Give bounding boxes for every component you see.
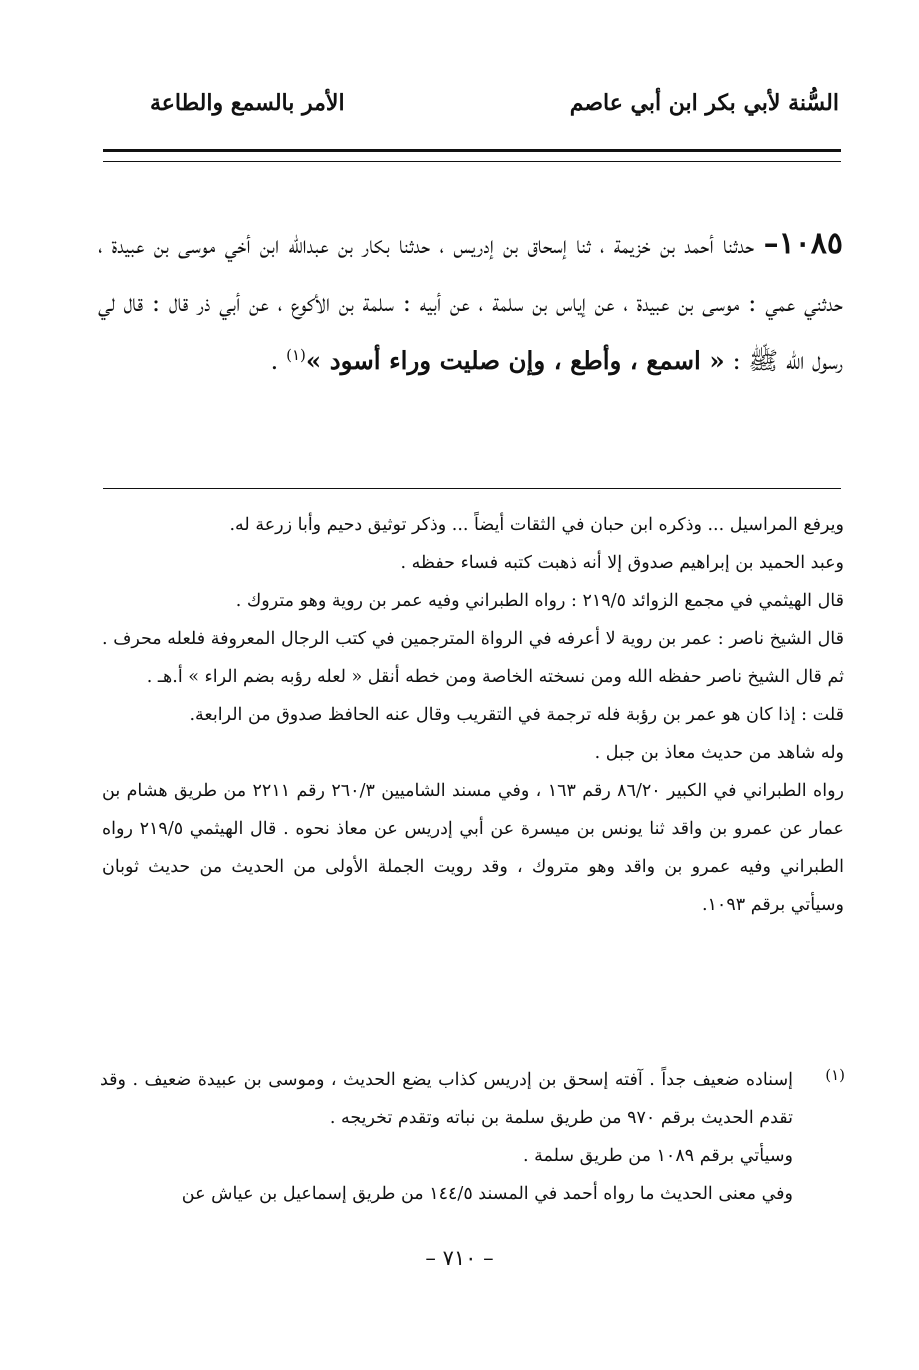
footnote-reference[interactable]: (١) [286,345,306,364]
footnote-paragraph: وسيأتي برقم ١٠٨٩ من طريق سلمة . [523,1146,793,1166]
hadith-paragraph [98,215,843,390]
book-title: السُّنة لأبي بكر ابن أبي عاصم [569,90,839,116]
note-line: وعبد الحميد بن إبراهيم صدوق إلا أنه ذهبت كتبه فساء حفظه . [400,553,844,573]
header-rule-thick [103,149,841,152]
footnote-text [100,1061,793,1213]
note-line: ويرفع المراسيل ... وذكره ابن حبان في الثقات أيضاً ... وذكر توثيق دحيم وأبا زرعة له. [229,515,844,535]
footnote-paragraph: إسناده ضعيف جداً . آفته إسحق بن إدريس كذاب يضع الحديث ، وموسى بن عبيدة ضعيف . وقد تقدم الحديث برقم ٩٧٠ من طريق سلمة بن نباته وتقدم تخريجه . [100,1070,793,1128]
hadith-number: ١٠٨٥– [763,226,844,261]
footnote-separator [103,488,841,489]
page-number: – ٧١٠ – [425,1246,494,1270]
header-rule-thin [103,161,841,162]
running-header [150,78,839,128]
continued-notes [102,506,844,924]
note-line: قال الشيخ ناصر : عمر بن روية لا أعرفه في الرواة المترجمين في كتب الرجال المعروفة فلعله محرف . ثم قال الشيخ ناصر حفظه الله ومن نسخته الخاصة ومن خطه أنقل « لعله رؤبه بضم الراء » أ.هـ . [102,629,844,687]
note-line: رواه الطبراني في الكبير ٨٦/٢٠ رقم ١٦٣ ، وفي مسند الشاميين ٢٦٠/٣ رقم ٢٢١١ من طريق هشام بن عمار عن عمرو بن واقد ثنا يونس بن ميسرة عن أبي إدريس عن معاذ نحوه . قال الهيثمي ٢١٩/٥ رواه الطبراني وفيه عمرو بن واقد وهو متروك ، وقد رويت الجملة الأولى من الحديث من حديث ثوبان وسيأتي برقم ١٠٩٣. [102,781,844,915]
footnote-marker: (١) [825,1066,845,1084]
note-line: وله شاهد من حديث معاذ بن جبل . [594,743,844,763]
footnote-paragraph: وفي معنى الحديث ما رواه أحمد في المسند ١٤٤/٥ من طريق إسماعيل بن عياش عن [181,1184,793,1204]
hadith-isnad: حدثنا أحمد بن خزيمة ، ثنا إسحاق بن إدريس ، حدثنا بكار بن عبدالله ابن أخي موسى بن عبيدة ، حدثني عمي : موسى بن عبيدة ، عن إياس بن سلمة ، عن أبيه : سلمة بن الأكوع ، عن أبي ذر قال : قال لي رسول الله ﷺ : [98,230,843,375]
note-line: قال الهيثمي في مجمع الزوائد ٢١٩/٥ : رواه الطبراني وفيه عمر بن روية وهو متروك . [235,591,844,611]
chapter-title: الأمر بالسمع والطاعة [150,90,345,116]
note-line: قلت : إذا كان هو عمر بن رؤبة فله ترجمة في التقريب وقال عنه الحافظ صدوق من الرابعة. [189,705,844,725]
hadith-end: . [270,346,287,375]
hadith-matn: « اسمع ، وأطع ، وإن صليت وراء أسود » [305,346,725,375]
